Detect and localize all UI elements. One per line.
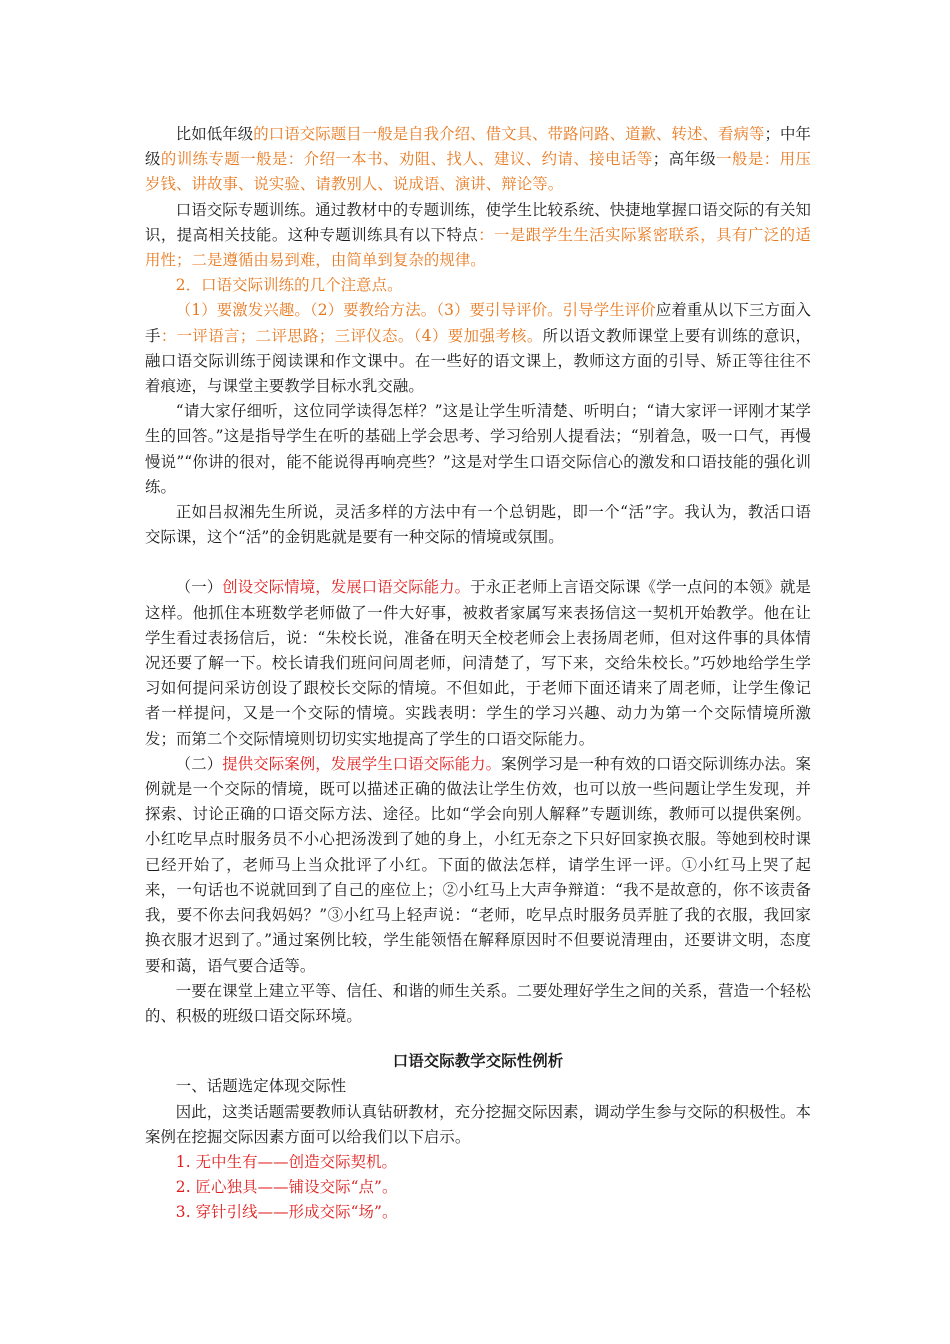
text-run: 所以语文教师课堂上要有训练的意识，融口语交际训练于阅读课和作文课中。在一些好的语文课上，教师这方面的引导、矫正等往往不着痕迹，与课堂主要教学目标水乳交融。 [145,326,812,396]
text-run: 于永正老师上言语交际课《学一点问的本领》就是这样。他抓住本班数学老师做了一件大好事，被救者家属写来表扬信这一契机开始教学。他在让学生看过表扬信后，说：“朱校长说，准备在明天全校老师会上表扬周老师，但对这件事的具体情况还要了解一下。校长请我们班问问周老师，问清楚了，写下来，交给朱校长。”巧妙地给学生学习如何提问采访创设了跟校长交际的情境。不但如此，于老师下面还请来了周老师，让学生像记者一样提问，又是一个交际的情境。实践表明：学生的学习兴趣、动力为第一个交际情境所激发；而第二个交际情境则切切实实地提高了学生的口语交际能力。 [145,578,811,748]
blank-line [145,550,811,575]
highlight-red: 提供交际案例，发展学生口语交际能力。 [222,754,502,773]
highlight-orange: （1）要激发兴趣。（2）要教给方法。（3）要引导评价。引导学生评价 [175,301,656,320]
paragraph-quotes: “请大家仔细听，这位同学读得怎样？”这是让学生听清楚、听明白；“请大家评一评刚才某学生的回答。”这是指导学生在听的基础上学会思考、学习给别人提看法；“别着急，吸一口气，再慢慢说”“你讲的很对，能不能说得再响亮些？”这是对学生口语交际信心的激发和口语技能的强化训练。 [145,402,811,496]
list-item: 3. 穿针引线——形成交际“场”。 [175,1203,398,1222]
text-run: ；中年级 [145,125,811,169]
paragraph-conclusion: 因此，这类话题需要教师认真钻研教材，充分挖掘交际因素，调动学生参与交际的积极性。本案例在挖掘交际因素方面可以给我们以下启示。 [145,1102,811,1146]
subheading-topic-selection: 一、话题选定体现交际性 [175,1077,347,1096]
document-page [145,122,811,1226]
highlight-orange: ：一评语言；二评思路；三评仪态。（4）要加强考核。 [160,326,543,345]
paragraph-grade-topics [145,122,811,198]
paragraph-provide-cases [145,752,811,979]
text-run: 案例学习是一种有效的口语交际训练办法。案例就是一个交际的情境，既可以描述正确的做法让学生仿效，也可以放一些问题让学生发现，并探索、讨论正确的口语交际方法、途径。比如“学会向别人解释”专题训练，教师可以提供案例。小红吃早点时服务员不小心把汤泼到了她的身上，小红无奈之下只好回家换衣服。等她到校时课已经开始了，老师马上当众批评了小红。下面的做法怎样，请学生评一评。①小红马上哭了起来，一句话也不说就回到了自己的座位上；②小红马上大声争辩道：“我不是故意的，你不该责备我，要不你去问我妈妈？”③小红马上轻声说：“老师，吃早点时服务员弄脏了我的衣服，我回家换衣服才迟到了。”通过案例比较，学生能领悟在解释原因时不但要说清理由，还要讲文明，态度要和蔼，语气要合适等。 [145,754,811,975]
paragraph-relationships: 一要在课堂上建立平等、信任、和谐的师生关系。二要处理好学生之间的关系，营造一个轻松的、积极的班级口语交际环境。 [145,981,811,1025]
text-run: 口语交际专题训练。通过教材中的专题训练，使学生比较系统、快捷地掌握口语交际的有关知识，提高相关技能。这种专题训练具有以下特点 [145,200,811,244]
paragraph-create-situation [145,575,811,751]
text-run: 比如低年级 [175,125,254,143]
highlight-orange: 一般是：用压岁钱、讲故事、说实验、请教别人、说成语、演讲、辩论等。 [145,150,811,194]
text-run: （一） [175,578,223,597]
paragraph-lv-shuxiang: 正如吕叔湘先生所说，灵活多样的方法中有一个总钥匙，即一个“活”字。我认为，教活口语交际课，这个“活”的金钥匙就是要有一种交际的情境或氛围。 [145,503,811,547]
text-run: 应着重从以下三方面入手 [145,301,811,345]
list-item: 2. 匠心独具——铺设交际“点”。 [175,1178,398,1197]
text-run: （二） [175,754,223,773]
heading-attention-points: 2．口语交际训练的几个注意点。 [175,276,403,295]
blank-line [145,1029,811,1049]
highlight-orange: ：一是跟学生生活实际紧密联系，具有广泛的适用性；二是遵循由易到难，由简单到复杂的规律。 [145,225,811,270]
paragraph-four-points [145,298,811,399]
paragraph-special-training [145,198,811,274]
text-run: ；高年级 [652,150,717,169]
list-item: 1. 无中生有——创造交际契机。 [175,1152,398,1171]
highlight-orange: 的训练专题一般是：介绍一本书、劝阻、找人、建议、约请、接电话等 [160,150,653,169]
section-title: 口语交际教学交际性例析 [392,1052,564,1071]
highlight-red: 创设交际情境，发展口语交际能力。 [222,578,471,597]
highlight-orange: 的口语交际题目一般是自我介绍、借文具、带路问路、道歉、转述、看病等 [253,125,765,143]
